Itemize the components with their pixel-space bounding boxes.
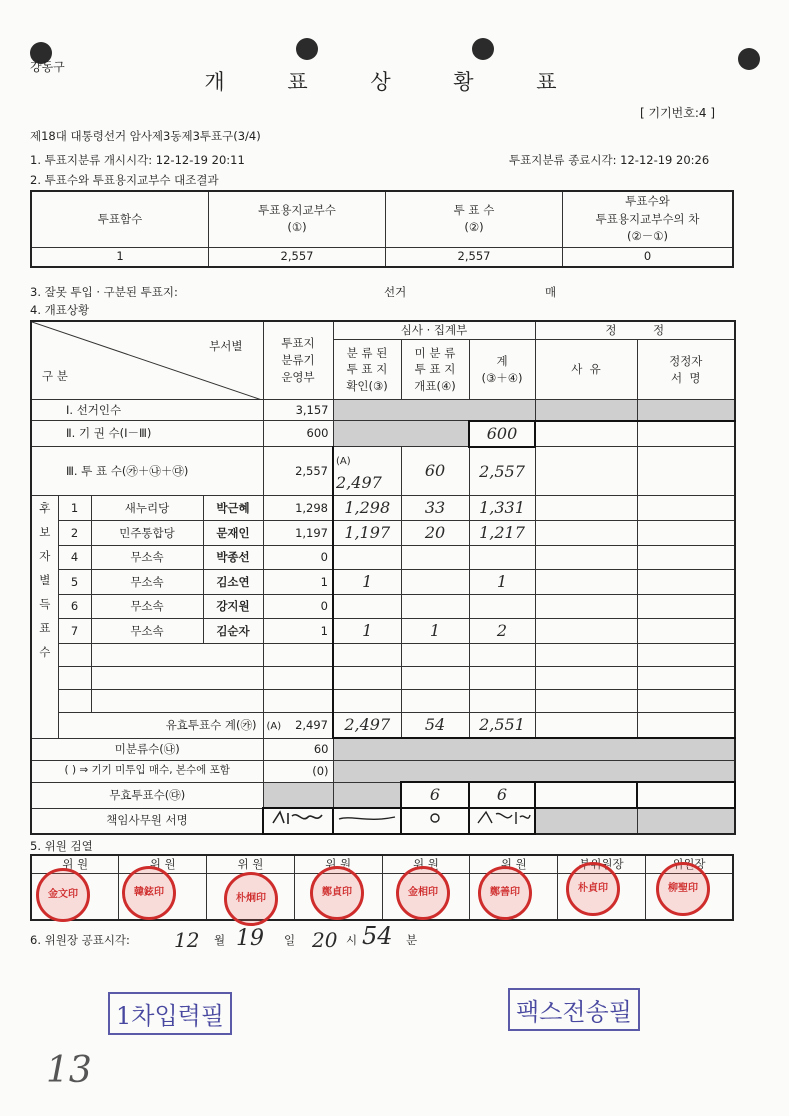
row-abstain-sign <box>637 421 735 447</box>
category-label: 구 분 <box>42 369 68 383</box>
row-valid-h4: 54 <box>401 713 469 739</box>
row-valid-label: 유효투표수 계(㉮) <box>58 713 263 739</box>
candidate-5-no: 6 <box>58 595 91 619</box>
candidate-1-party-text: 새누리당 <box>124 500 170 515</box>
blank-row-2-sign <box>637 667 735 690</box>
candidate-3-h4 <box>401 546 469 570</box>
header-review: 심사 · 집계부 <box>333 321 535 340</box>
row-sign-label: 책임사무원 서명 <box>31 808 263 833</box>
section-2-label: 2. 투표수와 투표용지교부수 대조결과 <box>30 173 219 187</box>
candidate-2-ht: 1,217 <box>469 521 535 546</box>
row-electors-sign <box>637 400 735 421</box>
candidate-6-sign <box>637 619 735 644</box>
row-invalid-classified <box>333 782 401 808</box>
row-sign-classified-signature <box>333 808 401 833</box>
header-reason: 사 유 <box>535 340 637 400</box>
row-abstain-value: 600 <box>263 421 333 447</box>
candidate-4-h3: 1 <box>333 570 401 595</box>
candidate-1-party <box>91 496 203 521</box>
seal-stamp-2: 韓鉉印 <box>122 866 176 920</box>
candidate-5-h4 <box>401 595 469 619</box>
candidate-5-value: 0 <box>263 595 333 619</box>
candidate-2-reason <box>535 521 637 546</box>
announce-day-unit: 일 <box>284 933 296 947</box>
seal-stamp-8: 柳聖印 <box>656 862 710 916</box>
first-input-stamp: 1차입력필 <box>108 992 232 1035</box>
header-diff-line2: 투표용지교부수의 차 <box>595 211 700 226</box>
candidate-6-h3: 1 <box>333 619 401 644</box>
seal-stamp-4: 鄭貞印 <box>310 866 364 920</box>
classified-line3: 확인(③) <box>346 379 388 394</box>
classified-line1: 분 류 된 <box>346 345 388 360</box>
op-line1: 투표지 <box>281 335 315 350</box>
side-char-3: 자 <box>39 549 51 564</box>
candidate-1-no: 1 <box>58 496 91 521</box>
blank-row-2-h4 <box>401 667 469 690</box>
side-char-1: 후 <box>39 501 51 516</box>
row-votes-hand3: 2,497 <box>336 473 382 493</box>
side-char-6: 표 <box>39 621 51 636</box>
header-diff-line3: (②－①) <box>626 228 669 243</box>
section-3-election: 선거 <box>384 285 407 299</box>
section-3-label: 3. 잘못 투입 · 구분된 투표지: <box>30 285 178 299</box>
section-6-label: 6. 위원장 공표시각: <box>30 933 130 947</box>
diagonal-line <box>32 322 262 400</box>
committee-header-1: 위 원 <box>31 855 119 874</box>
total-line1: 계 <box>496 353 508 368</box>
announce-hour: 20 <box>312 928 338 952</box>
seal-stamp-6: 鄭善印 <box>478 866 532 920</box>
row-abstain-label: Ⅱ. 기 권 수(Ⅰ－Ⅲ) <box>31 421 263 447</box>
header-issued <box>209 191 386 247</box>
signature-3-icon <box>415 809 455 827</box>
header-ballot-box-count: 투표함수 <box>31 191 209 247</box>
row-sign-reason <box>535 808 637 833</box>
blank-row-1-value <box>263 644 333 667</box>
classified-line2: 투 표 지 <box>346 362 388 377</box>
blank-row-1-reason <box>535 644 637 667</box>
seal-stamp-7: 朴貞印 <box>566 862 620 916</box>
row-votes-sign <box>637 447 735 496</box>
candidate-3-ht <box>469 546 535 570</box>
side-char-5: 득 <box>39 597 51 612</box>
candidate-3-no: 4 <box>58 546 91 570</box>
candidate-2-party: 민주통합당 <box>91 521 203 546</box>
candidate-5-sign <box>637 595 735 619</box>
blank-row-3-reason <box>535 690 637 713</box>
row-unclassified-shaded <box>333 738 735 760</box>
candidate-1-h4: 33 <box>401 496 469 521</box>
row-votes-reason <box>535 447 637 496</box>
row-sign-op-signature <box>263 808 333 833</box>
candidate-6-ht: 2 <box>469 619 535 644</box>
candidate-1-reason <box>535 496 637 521</box>
row-sign-sign <box>637 808 735 833</box>
row-valid-reason <box>535 713 637 739</box>
fax-sent-stamp: 팩스전송필 <box>508 988 640 1031</box>
op-line2: 분류기 <box>281 353 315 367</box>
candidate-5-party: 무소속 <box>91 595 203 619</box>
announce-month-unit: 월 <box>214 933 226 947</box>
committee-header-4: 위 원 <box>294 855 382 874</box>
candidate-6-value: 1 <box>263 619 333 644</box>
candidate-1-h3: 1,298 <box>333 496 401 521</box>
a-mark: (A) <box>336 456 351 468</box>
header-corrector <box>637 340 735 400</box>
candidate-3-sign <box>637 546 735 570</box>
punch-hole-3 <box>472 38 494 60</box>
header-votes-sub: (②) <box>464 220 484 235</box>
row-abstain-hand-total: 600 <box>469 421 535 447</box>
row-votes-hand4: 60 <box>401 447 469 496</box>
candidate-5-ht <box>469 595 535 619</box>
announce-minute: 54 <box>362 922 393 950</box>
blank-row-1-sign <box>637 644 735 667</box>
blank-row-1-no <box>58 644 91 667</box>
seal-stamp-3: 朴炯印 <box>224 872 278 926</box>
blank-row-1-h3 <box>333 644 401 667</box>
candidate-2-value: 1,197 <box>263 521 333 546</box>
row-valid-a-mark: (A) <box>266 720 282 732</box>
row-unclassified-label: 미분류수(㉯) <box>31 738 263 760</box>
header-classifier-op <box>263 321 333 400</box>
department-label: 부서별 <box>209 339 243 353</box>
candidate-6-h4: 1 <box>401 619 469 644</box>
header-issued-sub: (①) <box>287 220 307 235</box>
row-electors-label: Ⅰ. 선거인수 <box>31 400 263 421</box>
blank-row-3-h4 <box>401 690 469 713</box>
candidate-4-reason <box>535 570 637 595</box>
row-electors-value: 3,157 <box>263 400 333 421</box>
seal-stamp-5: 金相印 <box>396 866 450 920</box>
blank-row-2-value <box>263 667 333 690</box>
candidate-6-no: 7 <box>58 619 91 644</box>
blank-row-2-no <box>58 667 91 690</box>
candidate-1-ht: 1,331 <box>469 496 535 521</box>
candidate-4-no: 5 <box>58 570 91 595</box>
punch-hole-2 <box>296 38 318 60</box>
total-line2: (③＋④) <box>481 370 523 385</box>
row-invalid-sign <box>637 782 735 808</box>
blank-row-1-party <box>91 644 263 667</box>
candidate-3-party: 무소속 <box>91 546 203 570</box>
committee-header-chair: 위원장 <box>645 855 733 874</box>
row-abstain-shaded <box>333 421 469 447</box>
signature-1-icon <box>270 809 326 827</box>
row-electors-shaded <box>333 400 535 421</box>
count-table <box>30 320 736 835</box>
candidate-3-h3 <box>333 546 401 570</box>
candidate-5-name: 강지원 <box>203 595 263 619</box>
candidate-4-sign <box>637 570 735 595</box>
header-votes-label: 투 표 수 <box>453 203 495 217</box>
candidate-3-value: 0 <box>263 546 333 570</box>
district-label: 강동구 <box>30 60 65 74</box>
page-number-handwritten: 13 <box>46 1050 92 1091</box>
corrector-line1: 정정자 <box>669 353 703 368</box>
row-valid-sign <box>637 713 735 739</box>
side-char-2: 보 <box>39 525 51 540</box>
unclassified-line3: 개표(④) <box>414 379 456 394</box>
blank-row-3-party <box>91 690 263 713</box>
unclassified-line1: 미 분 류 <box>414 345 456 360</box>
section-3-sheets: 매 <box>545 285 557 299</box>
row-valid-ht: 2,551 <box>469 713 535 739</box>
header-issued-label: 투표용지교부수 <box>258 203 336 217</box>
committee-header-vice-chair: 부위원장 <box>558 855 646 874</box>
committee-header-5: 위 원 <box>382 855 470 874</box>
announce-hour-unit: 시 <box>346 933 358 947</box>
compare-table <box>30 190 734 268</box>
header-diff-line1: 투표수와 <box>625 194 670 209</box>
value-issued: 2,557 <box>209 247 386 267</box>
header-total <box>469 340 535 400</box>
row-unclassified-value: 60 <box>263 738 333 760</box>
candidate-1-value: 1,298 <box>263 496 333 521</box>
value-votes: 2,557 <box>386 247 563 267</box>
sort-start-time: 1. 투표지분류 개시시각: 12-12-19 20:11 <box>30 153 245 167</box>
row-note-label: ( ) ⇒ 기기 미투입 매수, 본수에 포함 <box>31 760 263 782</box>
row-invalid-label: 무효투표수(㉰) <box>31 782 263 808</box>
announce-minute-unit: 분 <box>406 933 418 947</box>
blank-row-3-ht <box>469 690 535 713</box>
section-5-label: 5. 위원 검열 <box>30 839 93 853</box>
signature-2-icon <box>337 809 397 827</box>
candidate-2-h3: 1,197 <box>333 521 401 546</box>
candidate-2-name: 문재인 <box>203 521 263 546</box>
blank-row-2-h3 <box>333 667 401 690</box>
row-valid-value <box>263 713 333 739</box>
row-valid-h3: 2,497 <box>333 713 401 739</box>
row-note-value: (0) <box>263 760 333 782</box>
row-abstain-reason <box>535 421 637 447</box>
committee-header-2: 위 원 <box>119 855 207 874</box>
header-unclassified <box>401 340 469 400</box>
candidate-2-no: 2 <box>58 521 91 546</box>
election-name: 제18대 대통령선거 암사제3동제3투표구(3/4) <box>30 129 261 143</box>
corrector-line2: 서 명 <box>671 370 701 385</box>
candidate-2-sign <box>637 521 735 546</box>
page-title: 개 표 상 황 표 <box>204 70 585 94</box>
side-char-4: 별 <box>39 573 51 588</box>
announce-day: 19 <box>236 926 264 951</box>
blank-row-2-ht <box>469 667 535 690</box>
blank-row-3-h3 <box>333 690 401 713</box>
op-line3: 운영부 <box>281 370 315 385</box>
candidate-4-value: 1 <box>263 570 333 595</box>
blank-row-2-party <box>91 667 263 690</box>
candidate-4-party: 무소속 <box>91 570 203 595</box>
value-difference: 0 <box>563 247 734 267</box>
candidate-6-reason <box>535 619 637 644</box>
blank-row-2-reason <box>535 667 637 690</box>
candidate-1-sign <box>637 496 735 521</box>
header-category <box>31 321 263 400</box>
committee-header-6: 위 원 <box>470 855 558 874</box>
candidate-3-name: 박종선 <box>203 546 263 570</box>
candidate-6-party: 무소속 <box>91 619 203 644</box>
row-votes-hand-total: 2,557 <box>469 447 535 496</box>
row-valid-number: 2,497 <box>295 717 328 732</box>
header-classified <box>333 340 401 400</box>
row-electors-reason <box>535 400 637 421</box>
value-ballot-box-count: 1 <box>31 247 209 267</box>
machine-number: [ 기기번호:4 ] <box>640 106 716 120</box>
candidate-4-ht: 1 <box>469 570 535 595</box>
row-invalid-h4: 6 <box>401 782 469 808</box>
header-votes <box>386 191 563 247</box>
candidate-6-name: 김순자 <box>203 619 263 644</box>
candidate-5-h3 <box>333 595 401 619</box>
blank-row-3-value <box>263 690 333 713</box>
row-invalid-op <box>263 782 333 808</box>
candidate-2-h4: 20 <box>401 521 469 546</box>
header-difference <box>563 191 734 247</box>
row-votes-value: 2,557 <box>263 447 333 496</box>
blank-row-1-ht <box>469 644 535 667</box>
row-invalid-reason <box>535 782 637 808</box>
side-char-7: 수 <box>39 645 51 660</box>
blank-row-3-no <box>58 690 91 713</box>
row-sign-total-signature <box>469 808 535 833</box>
row-votes-label: Ⅲ. 투 표 수(㉮＋㉯＋㉰) <box>31 447 263 496</box>
blank-row-1-h4 <box>401 644 469 667</box>
row-votes-classified <box>333 447 401 496</box>
candidate-1-name: 박근혜 <box>203 496 263 521</box>
candidate-3-reason <box>535 546 637 570</box>
announce-month: 12 <box>174 928 200 952</box>
candidate-5-reason <box>535 595 637 619</box>
row-invalid-ht: 6 <box>469 782 535 808</box>
side-label-candidate-votes <box>31 496 58 739</box>
candidate-4-h4 <box>401 570 469 595</box>
header-correction: 정 정 <box>535 321 735 340</box>
seal-stamp-1: 金文印 <box>36 868 90 922</box>
blank-row-3-sign <box>637 690 735 713</box>
section-4-label: 4. 개표상황 <box>30 303 90 317</box>
sort-end-time: 투표지분류 종료시각: 12-12-19 20:26 <box>509 153 710 167</box>
candidate-4-name: 김소연 <box>203 570 263 595</box>
row-note-shaded <box>333 760 735 782</box>
signature-4-icon <box>472 809 532 827</box>
row-sign-unclassified-signature <box>401 808 469 833</box>
committee-header-3: 위 원 <box>207 855 295 874</box>
unclassified-line2: 투 표 지 <box>414 362 456 377</box>
